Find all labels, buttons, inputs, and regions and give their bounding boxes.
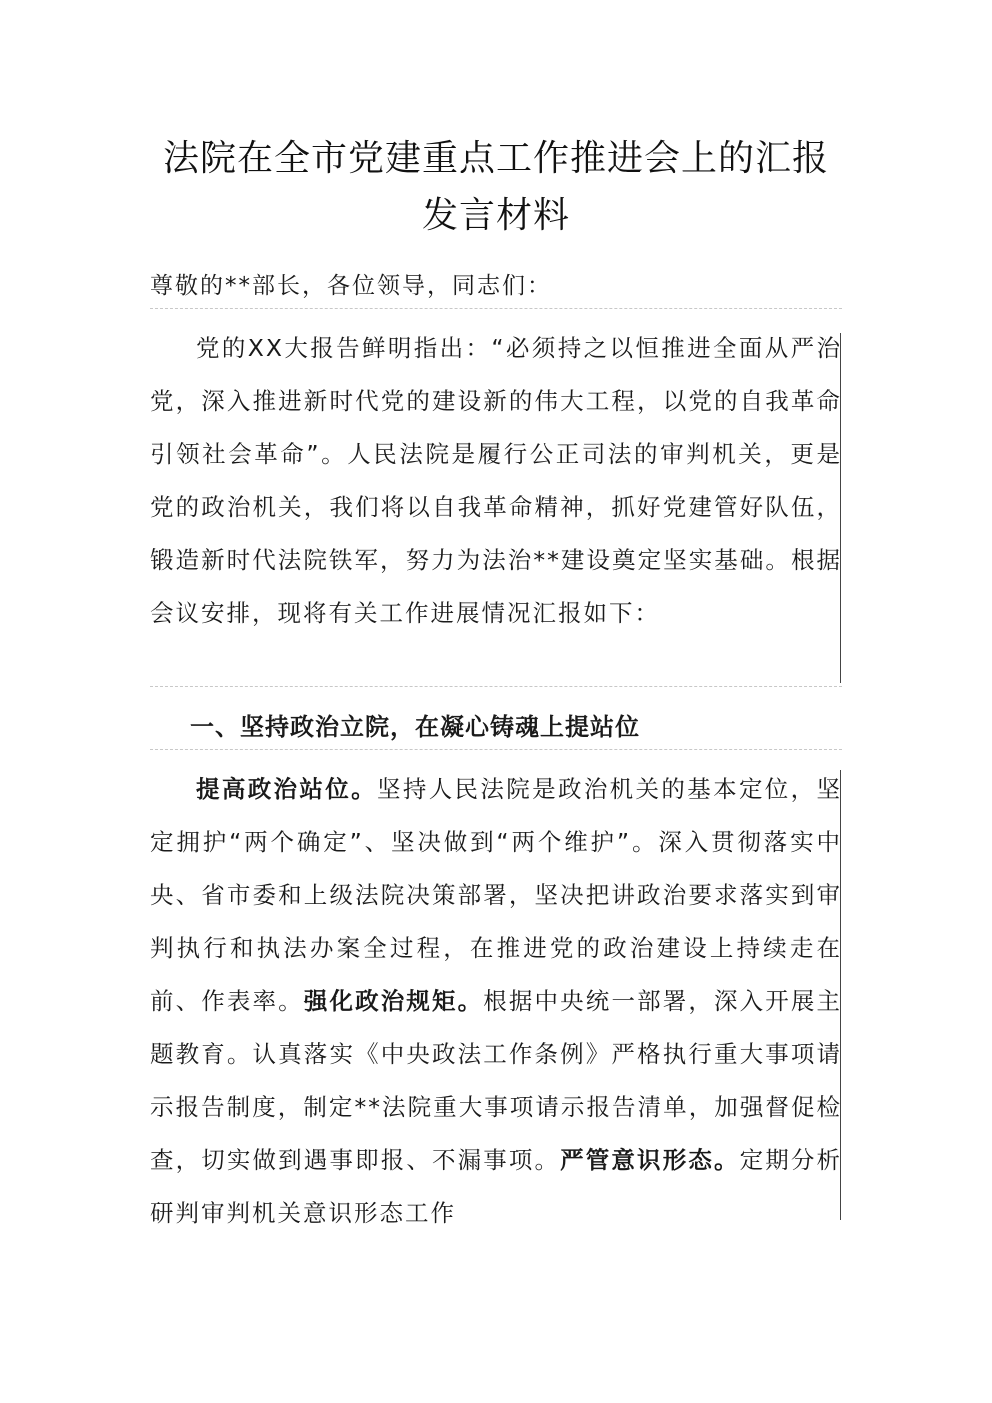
intro-paragraph: 党的XX大报告鲜明指出：“必须持之以恒推进全面从严治党，深入推进新时代党的建设新的伟大工程，以党的自我革命引领社会革命”。人民法院是履行公正司法的审判机关，更是党的政治机关，我们将以自我革命精神，抓好党建管好队伍，锻造新时代法院铁军，努力为法治**建设奠定坚实基础。根据会议安排，现将有关工作进展情况汇报如下： (150, 334, 842, 627)
salutation: 尊敬的**部长，各位领导，同志们： (150, 273, 552, 299)
body-text: 坚持人民法院是政治机关的基本定位，坚定拥护“两个确定”、坚决做到“两个维护”。深入贯彻落实中央、省市委和上级法院决策部署，坚决把讲政治要求落实到审判执行和执法办案全过程，在推进党的政治建设上持续走在前、作表率。 (150, 775, 843, 1015)
divider (150, 749, 842, 750)
body-text: 根据中央统一部署，深入开展主题教育。认真落实《中央政法工作条例》严格执行重大事项请示报告制度，制定**法院重大事项请示报告清单，加强督促检查，切实做到遇事即报、不漏事项。 (150, 987, 843, 1174)
body-text: 定期分析研判审判机关意识形态工作 (150, 1146, 843, 1227)
bold-lead: 严管意识形态。 (560, 1146, 740, 1174)
document-title: 法院在全市党建重点工作推进会上的汇报发言材料 (162, 138, 829, 236)
section-body-paragraph (150, 763, 842, 1240)
section-heading: 一、坚持政治立院，在凝心铸魂上提站位 (190, 713, 640, 741)
divider (150, 308, 842, 309)
bold-lead: 提高政治站位。 (196, 775, 377, 803)
divider (150, 686, 842, 687)
bold-lead: 强化政治规矩。 (303, 987, 484, 1015)
